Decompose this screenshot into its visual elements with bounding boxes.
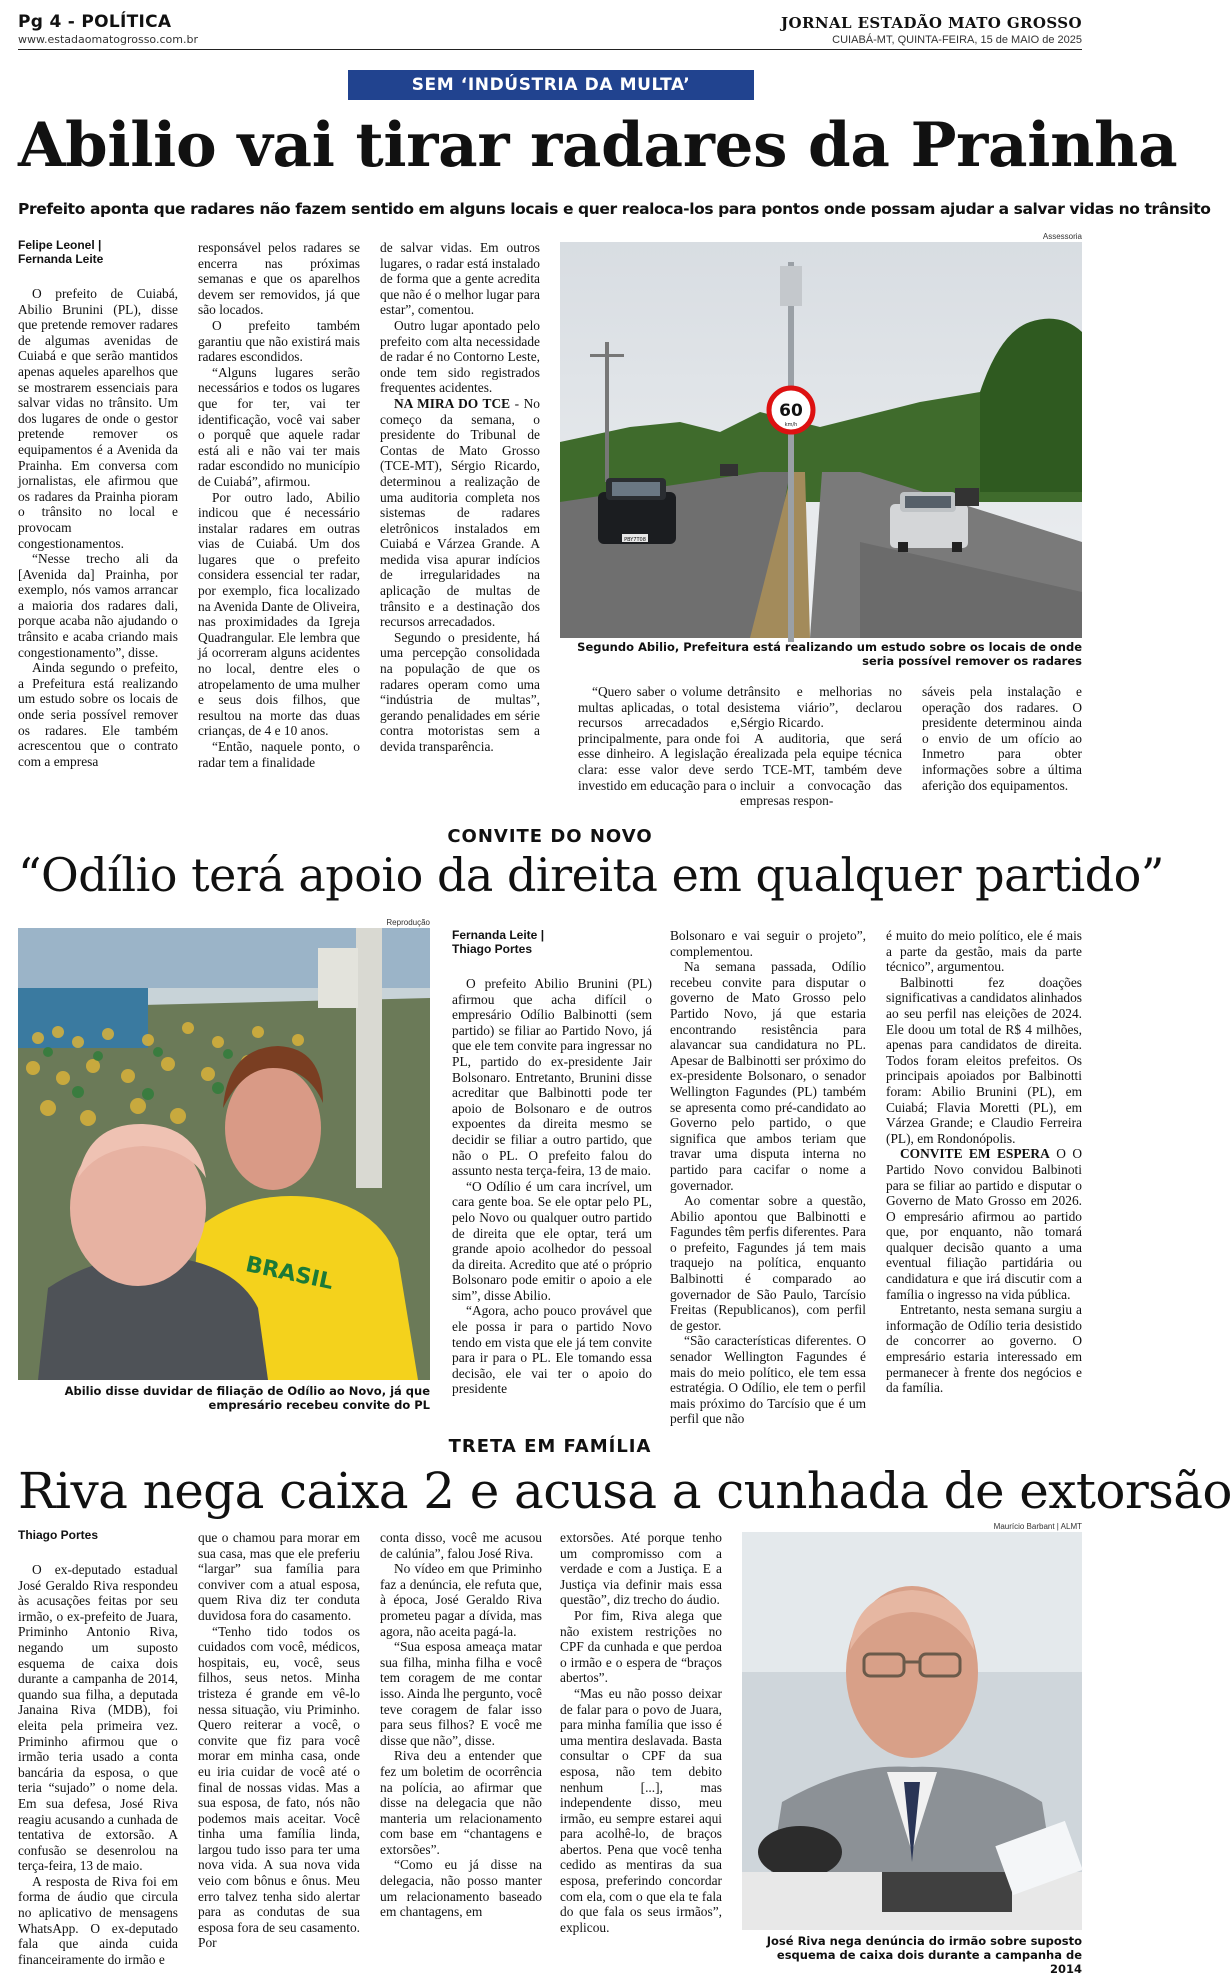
paragraph: O prefeito de Cuiabá, Abilio Brunini (PL), disse que pretende remover radares de algumas avenidas de Cuiabá e que serão mantidos apenas aqueles aparelhos que se mostrarem essenciais para salvar vidas no trânsito. Um dos lugares de onde o gestor pretende remover os equipamentos é a Avenida da Prainha. Em conversa com jornalistas, ele afirmou que os radares da Prainha pioram o trânsito no local e provocam congestionamentos. (18, 286, 178, 551)
paragraph-text: O O Partido Novo convidou Balbinoti para se filiar ao partido e disputar o Governo de Mato Grosso em 2026. O empresário afirmou ao partido que, por enquanto, não tomará qualquer decisão quanto a uma eventual filiação partidária ou candidatura e que irá discutir com a família o ingresso na vida pública. (886, 1146, 1082, 1302)
paragraph: Outro lugar apontado pelo prefeito com alta necessidade de radar é no Contorno Leste, onde tem sido registrados frequentes acidentes. (380, 317, 540, 396)
paragraph: O prefeito também garantiu que não existirá mais radares escondidos. (198, 317, 360, 365)
story2-byline (452, 928, 652, 956)
paragraph: O ex-deputado estadual José Geraldo Riva respondeu às acusações feitas por seu irmão, o ex-prefeito de Juara, Priminho Antonio Riva, negando um suposto esquema de caixa dois durante a campanha de 2014, quando sua filha, a deputada Janaina Riva (MDB), foi eleita pela primeira vez. Priminho afirmou que o irmão teria usado a conta bancária da esposa, o que teria “sujado” o nome dela. Em sua defesa, José Riva reagiu acusando a cunhada de tentativa de extorsão. A confusão se desenrolou na terça-feira, 13 de maio. (18, 1562, 178, 1874)
story1-column-6 (922, 684, 1082, 793)
story3-headline: Riva nega caixa 2 e acusa a cunhada de extorsão (18, 1462, 1232, 1520)
story1-column-2 (198, 240, 360, 770)
paragraph: “Quero saber o volume de multas aplicadas, o total de recursos arrecadados e, principalmente, para onde foi esse dinheiro. A legislação é clara: esse valor deve ser investido em educação para o (578, 684, 740, 793)
microphone-base (758, 1826, 842, 1878)
paragraph: “São características diferentes. O senador Wellington Fagundes é mais do meio político, ele tem essa estratégia. O Odílio, ele tem o perfil mais próximo do Tarcísio que é um perfil que não (670, 1333, 866, 1427)
story3-photo-riva (742, 1532, 1082, 1930)
story3-photo-credit: Maurício Barbant | ALMT (993, 1522, 1082, 1531)
byline-author-2: Fernanda Leite (18, 252, 104, 266)
byline-author-2: Thiago Portes (452, 942, 533, 956)
radar-pole (788, 262, 794, 642)
paragraph: extorsões. Até porque tenho um compromisso com a verdade e com a Justiça. E a Justiça via definir mais essa questão”, diz trecho do áudio. (560, 1530, 722, 1608)
paragraph: que o chamou para morar em sua casa, mas que ele preferiu “largar” sua família para conviver com a atual esposa, quem Riva diz ter conduta duvidosa fora do casamento. (198, 1530, 360, 1623)
paragraph: responsável pelos radares se encerra nas próximas semanas e que os aparelhos devem ser removidos, já que são locados. (198, 240, 360, 318)
story2-column-3 (886, 928, 1082, 1396)
paragraph-text: - No começo da semana, o presidente do Tribunal de Contas de Mato Grosso (TCE-MT), Sérgio Ricardo, determinou a realização de uma auditoria completa nos sistemas de radares eletrônicos instalados em Cuiabá e Várzea Grande. A medida visa apurar indícios de irregularidades na aplicação de multas de trânsito e a destinação dos recursos arrecadados. (380, 395, 540, 630)
paragraph: é muito do meio político, ele é mais a parte da gestão, mais da parte técnico”, argumentou. (886, 928, 1082, 975)
story3-byline: Thiago Portes (18, 1528, 99, 1542)
story3-kicker: TRETA EM FAMÍLIA (448, 1436, 652, 1457)
story1-column-3 (380, 240, 540, 755)
story1-byline (18, 238, 178, 266)
byline-author-1: Felipe Leonel | (18, 238, 102, 252)
paragraph: “Sua esposa ameaça matar sua filha, minha filha e você tem coragem de me contar isso. Ainda lhe pergunto, você teve coragem de falar isso para seus filhos? E você me disse que não”, disse. (380, 1639, 542, 1748)
paragraph: de salvar vidas. Em outros lugares, o radar está instalado de forma que a gente acredita que não é o melhor lugar para estar”, comentou. (380, 240, 540, 318)
paragraph: trânsito e melhorias no sistema viário”, declarou Sérgio Ricardo. (740, 684, 902, 731)
story1-column-5 (740, 684, 902, 809)
paragraph: Riva deu a entender que fez um boletim de ocorrência na polícia, ao afirmar que disse na delegacia que não manteria um relacionamento com base em “chantagens e extorsões”. (380, 1748, 542, 1857)
section-label: Pg 4 - POLÍTICA (18, 12, 172, 32)
story3-column-4 (560, 1530, 722, 1935)
paragraph: “Como eu já disse na delegacia, não posso manter um relacionamento baseado em chantagens, em (380, 1857, 542, 1920)
paragraph (886, 1146, 1082, 1302)
paragraph: Por fim, Riva alega que não existem restrições no CPF da cunhada e que perdoa o irmão e o espera de “braços abertos”. (560, 1607, 722, 1686)
paragraph: Por outro lado, Abilio indicou que é necessário instalar radares em outras vias de Cuiabá. Um dos lugares que o prefeito considera essencial ter radar, por exemplo, fica localizado na Avenida Dante de Oliveira, nas proximidades da Igreja Quadrangular. Ele lembra que já ocorreram alguns acidentes no local, dentre eles o atropelamento de uma mulher e seus dois filhos, que resultou na morte das duas crianças, de 4 e 10 anos. (198, 489, 360, 739)
story2-column-2 (670, 928, 866, 1427)
paragraph: A resposta de Riva foi em forma de áudio que circula no aplicativo de mensagens WhatsApp. O ex-deputado fala que ainda cuida financeiramente do irmão e (18, 1873, 178, 1967)
paragraph: O prefeito Abilio Brunini (PL) afirmou que acha difícil o empresário Odílio Balbinotti (sem partido) se filiar ao Partido Novo, já que ele tem convite para ingressar no PL, partido do ex-presidente Jair Bolsonaro. Entretanto, Brunini disse acreditar que Balbinotti pode ter apoio de Bolsonaro e de outros expoentes da direita mesmo se decidir se filiar a outro partido, que não o PL. O prefeito falou do assunto nesta terça-feira, 13 de maio. (452, 976, 652, 1179)
rally-selfie-photo (18, 928, 430, 1380)
paragraph: Entretanto, nesta semana surgiu a informação de Odílio teria desistido de concorrer ao governo. O empresário estaria interessado em permanecer à frente dos negócios e da família. (886, 1302, 1082, 1396)
byline-author-1: Fernanda Leite | (452, 928, 545, 942)
speed-limit-unit: km/h (784, 422, 798, 428)
black-suv (598, 478, 676, 544)
paragraph: A auditoria, que será realizada pela equipe técnica do TCE-MT, também deve incluir a convocação das empresas respon- (740, 730, 902, 809)
story1-photo-caption: Segundo Abilio, Prefeitura está realizando um estudo sobre os locais de onde seria possível remover os radares (577, 640, 1082, 668)
riva-portrait-photo (742, 1532, 1082, 1930)
paragraph: Ainda segundo o prefeito, a Prefeitura está realizando um estudo sobre os locais de onde seria possível remover os radares. Ele também acrescentou que o contrato com a empresa (18, 660, 178, 769)
site-url: www.estadaomatogrosso.com.br (18, 33, 198, 46)
story3-column-3 (380, 1530, 542, 1920)
story3-column-2 (198, 1530, 360, 1951)
story2-headline: “Odílio terá apoio da direita em qualquer partido” (18, 848, 1164, 902)
story3-photo-caption: José Riva nega denúncia do irmão sobre suposto esquema de caixa dois durante a campanha de 2014 (766, 1934, 1082, 1976)
paragraph: “Agora, acho pouco provável que ele possa ir para o partido Novo tendo em vista que ele já tem convite para ir para o PL. Ele tomando essa decisão, ele vai ter o apoio do presidente (452, 1303, 652, 1397)
edition-date: CUIABÁ-MT, QUINTA-FEIRA, 15 de MAIO de 2025 (832, 34, 1082, 46)
story2-photo-rally (18, 928, 430, 1380)
paragraph: Na semana passada, Odílio recebeu convite para disputar o governo de Mato Grosso pelo Partido Novo, já que estaria encontrando resistência para alavancar sua candidatura no PL. Apesar de Balbinotti ser próximo do ex-presidente Bolsonaro, o senador Wellington Fagundes (PL) também se apresenta como pré-candidato ao Governo pelo partido, o que significa que ambos teriam que travar uma disputa interna no partido para cacifar o nome a governador. (670, 959, 866, 1193)
header-right (781, 14, 1082, 46)
header-left (18, 12, 198, 46)
story1-column-1 (18, 238, 178, 769)
paragraph: “O Odílio é um cara incrível, um cara gente boa. Se ele optar pelo PL, pelo Novo ou qualquer outro partido de direita que ele optar, terá um grande apoio acolhedor do pessoal da direita. Acredito que até o próprio Bolsonaro pode emitir o apoio a ele sim”, disse Abilio. (452, 1178, 652, 1303)
license-plate: PBY7T08 (624, 537, 646, 543)
paragraph: “Tenho tido todos os cuidados com você, médicos, hospitais, eu, você, seus filhos, seus netos. Minha tristeza é grande em vê-lo nessa situação, viu Priminho. Quero reiterar a você, o convite que fiz para você morar em minha casa, onde eu iria cuidar de você até o final de nossas vidas. Mas a sua esposa, de fato, nós não podemos mais aceitar. Você tinha uma família linda, largou tudo isso para ter uma nova vida. A sua nova vida veio com bônus e ônus. Meu erro talvez tenha sido alertar para as condutas de sua esposa fora de seu casamento. Por (198, 1623, 360, 1951)
paragraph: sáveis pela instalação e operação dos radares. O presidente determinou ainda o envio de um ofício ao Inmetro para obter informações sobre a última aferição dos equipamentos. (922, 684, 1082, 793)
subhead-convite-em-espera: CONVITE EM ESPERA (900, 1146, 1050, 1162)
paragraph: No vídeo em que Priminho faz a denúncia, ele refuta que, à época, José Geraldo Riva prometeu pagar a dívida, mas agora, não aceita pagá-la. (380, 1561, 542, 1639)
story3-column-1 (18, 1528, 178, 1967)
story2-kicker: CONVITE DO NOVO (447, 826, 653, 847)
shirt-text: BRASIL (243, 1252, 336, 1296)
newspaper-name: JORNAL ESTADÃO MATO GROSSO (781, 14, 1082, 32)
paragraph: “Então, naquele ponto, o radar tem a finalidade (198, 739, 360, 770)
paragraph: Bolsonaro e vai seguir o projeto”, complementou. (670, 928, 866, 959)
paragraph: Segundo o presidente, há uma percepção consolidada na população de que os radares operam como uma “indústria de multas”, gerando penalidades em série contra motoristas sem a devida transparência. (380, 629, 540, 754)
paragraph: “Mas eu não posso deixar de falar para o povo de Juara, para minha família que isso é uma mentira deslavada. Basta consultar o CPF da sua esposa, não tem debito nenhum [...], mas independente disso, meu irmão, eu sempre estarei aqui para acolhê-lo, de braços abertos. Pena que você tenha cedido as mentiras da sua esposa, preferindo concordar com ela, com o que ela te fala do que fala os seus irmãos”, explicou. (560, 1685, 722, 1935)
story2-photo-credit: Reprodução (386, 918, 430, 927)
paragraph (380, 396, 540, 630)
paragraph: “Nesse trecho ali da [Avenida da] Prainha, por exemplo, nós vamos arrancar a maioria dos radares dali, porque acaba não ajudando o trânsito e acaba criando mais congestionamento”, disse. (18, 551, 178, 660)
paragraph: Ao comentar sobre a questão, Abilio apontou que Balbinotti e Fagundes têm perfis diferentes. Para o prefeito, Fagundes já tem mais traquejo na política, enquanto Balbinotti é comparado ao governador de São Paulo, Tarcísio Freitas (Republicanos), com perfil de gestor. (670, 1193, 866, 1333)
paragraph: conta disso, você me acusou de calúnia”, falou José Riva. (380, 1530, 542, 1561)
subhead-na-mira-do-tce: NA MIRA DO TCE (394, 395, 511, 411)
story1-headline: Abilio vai tirar radares da Prainha (18, 110, 1178, 181)
story1-photo-radar (560, 242, 1082, 638)
page-header (18, 12, 1082, 50)
story1-column-4 (578, 684, 740, 793)
paragraph: “Alguns lugares serão necessários e todos os lugares que for ter, vai ter identificação, você vai saber o porquê que aquele radar está ali e não vai ter mais radar escondido no município de Cuiabá”, afirmou. (198, 364, 360, 489)
story2-photo-caption: Abilio disse duvidar de filiação de Odílio ao Novo, já que empresário recebeu convite do PL (64, 1384, 430, 1412)
story2-column-1 (452, 928, 652, 1397)
paragraph: Balbinotti fez doações significativas a candidatos alinhados ao seu perfil nas eleições de 2024. Ele doou um total de R$ 4 milhões, apenas para candidatos de direita. Todos foram eleitos prefeitos. Os principais apoiados por Balbinotti foram: Abilio Brunini (PL), em Cuiabá; Flavia Moretti (PL), em Várzea Grande; e Claudio Ferreira (PL), em Rondonópolis. (886, 974, 1082, 1146)
radar-street-photo (560, 242, 1082, 638)
story1-subhead: Prefeito aponta que radares não fazem sentido em alguns locais e quer realoca-los para pontos onde possam ajudar a salvar vidas no trânsito (18, 200, 1211, 218)
story1-photo-credit: Assessoria (1042, 232, 1082, 241)
story1-kicker: SEM ‘INDÚSTRIA DA MULTA’ (348, 70, 754, 100)
speed-limit-value: 60 (779, 401, 803, 421)
